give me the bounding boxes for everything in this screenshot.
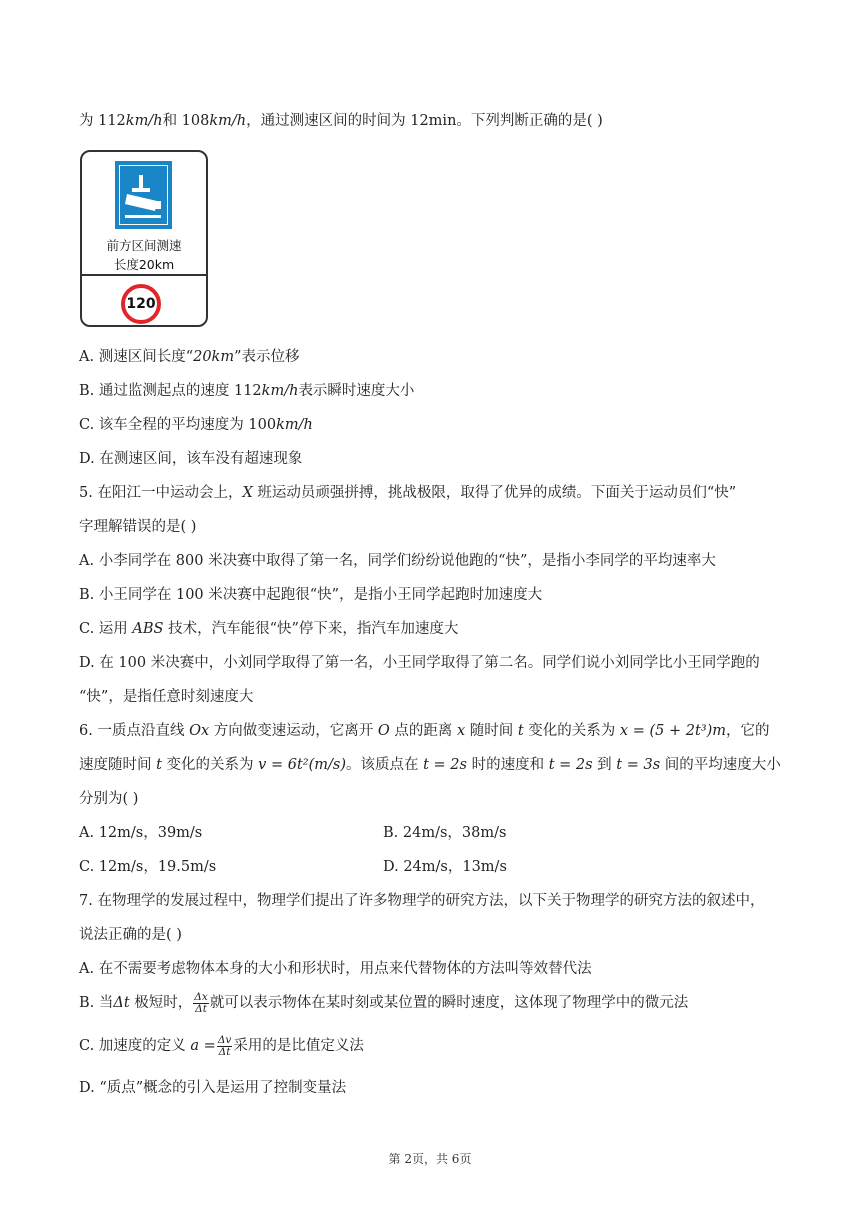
q7-stem-line1: 7. 在物理学的发展过程中，物理学们提出了许多物理学的研究方法，以下关于物理学的研究方法的叙述中，: [79, 893, 765, 909]
speed-camera-icon: [115, 161, 172, 229]
q7-option-a: A. 在不需要考虑物体本身的大小和形状时，用点来代替物体的方法叫等效替代法: [79, 961, 592, 977]
q7-option-c: C. 加速度的定义 a = $\frac{\Delta v}{\Delta t}$ 采用的是比值定义法: [79, 1033, 364, 1058]
q7-option-d: D. “质点”概念的引入是运用了控制变量法: [79, 1080, 347, 1096]
speed-zone-sign: [80, 150, 208, 327]
sign-text-length: 长度20km: [113, 257, 175, 272]
speed-limit-circle: 120: [121, 284, 161, 324]
sign-text-zone: 前方区间测速: [106, 238, 182, 253]
q4-option-b: B. 通过监测起点的速度 112km/h表示瞬时速度大小: [79, 383, 415, 399]
fraction-dx-dt: $\frac{\Delta x}{\Delta t}$: [194, 990, 208, 1015]
q5-option-a: A. 小李同学在 800 米决赛中取得了第一名，同学们纷纷说他跑的“快”，是指小李同学的平均速率大: [79, 553, 716, 569]
q6-option-b: B. 24m/s，38m/s: [383, 825, 507, 841]
q5-option-b: B. 小王同学在 100 米决赛中起跑很“快”，是指小王同学起跑时加速度大: [79, 587, 543, 603]
q6-stem-line3: 分别为( ): [79, 791, 139, 807]
q6-option-d: D. 24m/s，13m/s: [383, 859, 507, 875]
q4-option-a: A. 测速区间长度“20km”表示位移: [79, 349, 300, 365]
q5-option-d-line2: “快”，是指任意时刻速度大: [79, 689, 254, 705]
q5-option-d-line1: D. 在 100 米决赛中，小刘同学取得了第一名，小王同学取得了第二名。同学们说小刘同学比小王同学跑的: [79, 655, 760, 671]
page-footer: 第 2页，共 6页: [388, 1152, 472, 1166]
q5-option-c: C. 运用 ABS 技术，汽车能很“快”停下来，指汽车加速度大: [79, 621, 459, 637]
q6-option-a: A. 12m/s，39m/s: [79, 825, 203, 841]
question-4-stem-tail: 为 112km/h和 108km/h，通过测速区间的时间为 12min。下列判断正确的是( ): [79, 113, 603, 129]
q4-option-c: C. 该车全程的平均速度为 100km/h: [79, 417, 313, 433]
q5-stem-line1: 5. 在阳江一中运动会上，X 班运动员顽强拼搏，挑战极限，取得了优异的成绩。下面关于运动员们“快”: [79, 485, 737, 501]
q4-option-d: D. 在测速区间，该车没有超速现象: [79, 451, 303, 467]
sign-divider: [82, 274, 206, 276]
q6-stem-line1: 6. 一质点沿直线 Ox 方向做变速运动，它离开 O 点的距离 x 随时间 t 变化的关系为 x = (5 + 2t³)m，它的: [79, 723, 770, 739]
q7-stem-line2: 说法正确的是( ): [79, 927, 182, 943]
q7-option-b: B. 当Δt 极短时， $\frac{\Delta x}{\Delta t}$ 就可以表示物体在某时刻或某位置的瞬时速度，这体现了物理学中的微元法: [79, 990, 689, 1015]
speed-camera-panel: [115, 161, 172, 229]
q5-stem-line2: 字理解错误的是( ): [79, 519, 197, 535]
fraction-dv-dt: $\frac{\Delta v}{\Delta t}$: [217, 1033, 232, 1058]
q6-stem-line2: 速度随时间 t 变化的关系为 v = 6t²(m/s)。该质点在 t = 2s 时的速度和 t = 2s 到 t = 3s 间的平均速度大小: [79, 757, 781, 773]
q6-option-c: C. 12m/s，19.5m/s: [79, 859, 217, 875]
